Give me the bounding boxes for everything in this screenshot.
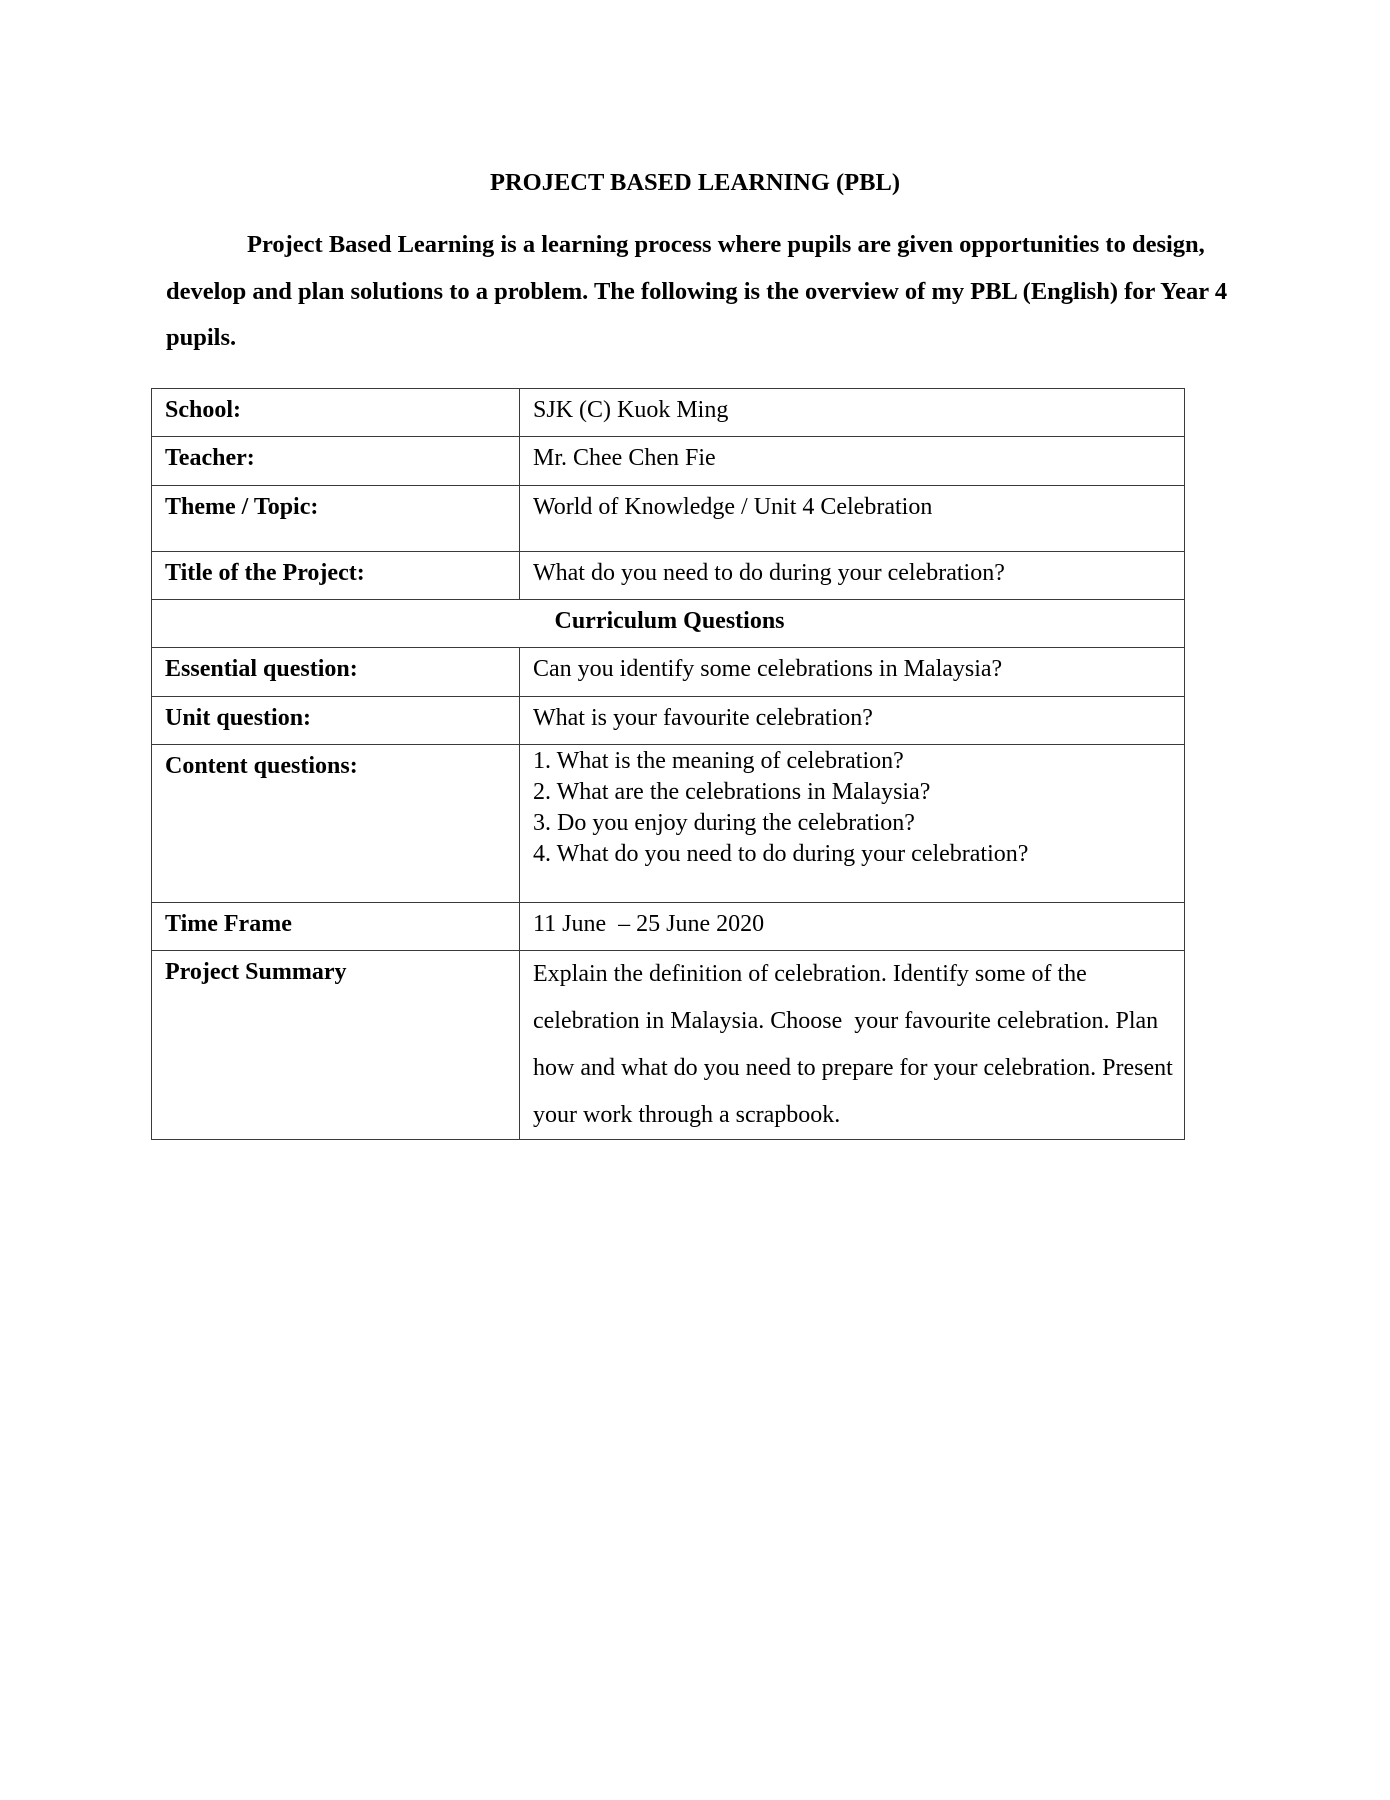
label-cell: [152, 697, 520, 745]
school-value: SJK (C) Kuok Ming: [533, 397, 729, 423]
label-cell: [152, 745, 520, 903]
school-label: School:: [165, 397, 242, 423]
theme-value: World of Knowledge / Unit 4 Celebration: [533, 494, 933, 520]
teacher-label: Teacher:: [165, 445, 255, 471]
label-cell: [152, 552, 520, 600]
list-item: 1. What is the meaning of celebration?: [533, 748, 904, 774]
label-cell: [152, 903, 520, 951]
list-item: 2. What are the celebrations in Malaysia?: [533, 779, 931, 805]
unit-question-label: Unit question:: [165, 705, 312, 731]
value-cell: [520, 552, 1185, 600]
value-cell: [520, 697, 1185, 745]
label-cell: [152, 437, 520, 486]
content-questions-list: [533, 745, 1174, 870]
value-cell: [520, 903, 1185, 951]
value-cell: [520, 745, 1185, 903]
theme-label: Theme / Topic:: [165, 494, 319, 520]
unit-question-value: What is your favourite celebration?: [533, 705, 873, 731]
pbl-overview-table: [151, 388, 1185, 1140]
intro-paragraph: Project Based Learning is a learning process where pupils are given opportunities to design, develop and plan solutions to a problem. The following is the overview of my PBL (English) for Year 4 pupils.: [166, 231, 1228, 351]
value-cell: [520, 437, 1185, 486]
page-title: PROJECT BASED LEARNING (PBL): [490, 169, 900, 196]
value-cell: [520, 648, 1185, 697]
label-cell: [152, 389, 520, 437]
label-cell: [152, 486, 520, 552]
section-header-cell: [152, 600, 1185, 648]
table-row-content-questions: [152, 745, 1185, 903]
teacher-value: Mr. Chee Chen Fie: [533, 445, 716, 471]
time-frame-value: 11 June – 25 June 2020: [533, 911, 765, 937]
curriculum-questions-heading: Curriculum Questions: [554, 608, 785, 634]
project-summary-label: Project Summary: [165, 959, 347, 985]
value-cell: [520, 486, 1185, 552]
value-cell: [520, 951, 1185, 1140]
table-row-teacher: [152, 437, 1185, 486]
value-cell: [520, 389, 1185, 437]
label-cell: [152, 648, 520, 697]
content-questions-label: Content questions:: [165, 753, 358, 779]
label-cell: [152, 951, 520, 1140]
project-title-label: Title of the Project:: [165, 560, 365, 586]
table-row-unit-question: [152, 697, 1185, 745]
essential-question-value: Can you identify some celebrations in Malaysia?: [533, 656, 1003, 682]
table-row-school: [152, 389, 1185, 437]
table-row-time-frame: [152, 903, 1185, 951]
list-item: 4. What do you need to do during your celebration?: [533, 841, 1029, 867]
table-row-essential-question: [152, 648, 1185, 697]
table-row-theme: [152, 486, 1185, 552]
list-item: 3. Do you enjoy during the celebration?: [533, 810, 915, 836]
time-frame-label: Time Frame: [165, 911, 292, 937]
table-row-project-summary: [152, 951, 1185, 1140]
essential-question-label: Essential question:: [165, 656, 358, 682]
project-summary-value: Explain the definition of celebration. Identify some of the celebration in Malaysia. Choose your favourite celebration. Plan how and what do you need to prepare for your celebration. Present your work through a scrapbook.: [533, 961, 1179, 1128]
table-row-project-title: [152, 552, 1185, 600]
table-row-section-header: [152, 600, 1185, 648]
project-title-value: What do you need to do during your celebration?: [533, 560, 1005, 586]
